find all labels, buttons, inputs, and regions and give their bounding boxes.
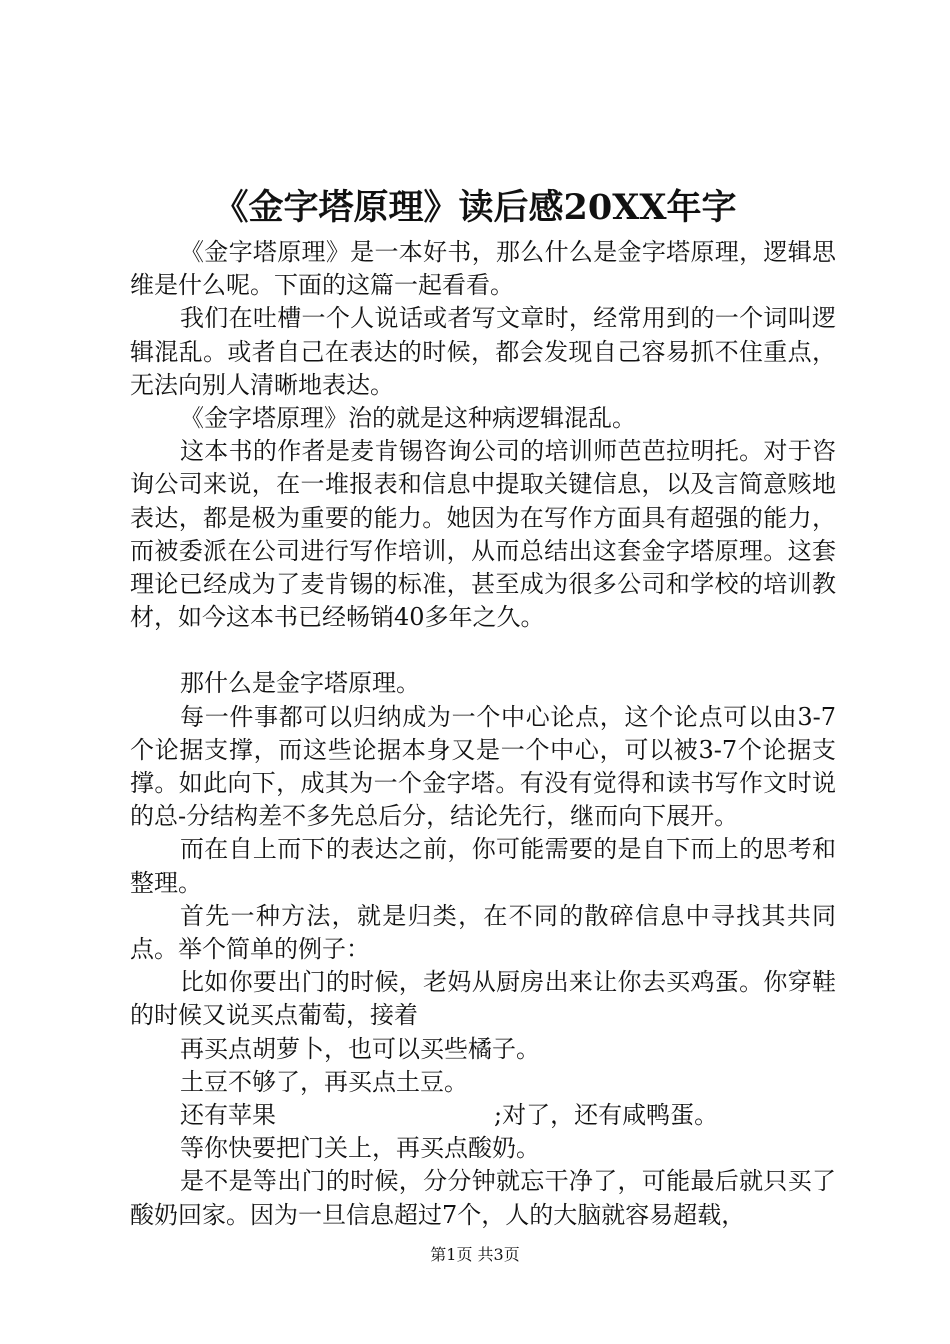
paragraph: 比如你要出门的时候，老妈从厨房出来让你去买鸡蛋。你穿鞋的时候又说买点葡萄，接着 [130, 968, 836, 1030]
page-footer: 第1页 共3页 [430, 1245, 520, 1264]
blank-line [130, 634, 836, 667]
apple-line-left: 还有苹果 [180, 1101, 276, 1130]
paragraph: 《金字塔原理》是一本好书，那么什么是金字塔原理，逻辑思维是什么呢。下面的这篇一起看看。 [130, 238, 836, 300]
paragraph: 那什么是金字塔原理。 [180, 669, 420, 698]
paragraph: 每一件事都可以归纳成为一个中心论点，这个论点可以由3-7个论据支撑，而这些论据本身又是一个中心，可以被3-7个论据支撑。如此向下，成其为一个金字塔。有没有觉得和读书写作文时说的总-分结构差不多先总后分，结论先行，继而向下展开。 [130, 702, 836, 831]
paragraph: 我们在吐槽一个人说话或者写文章时，经常用到的一个词叫逻辑混乱。或者自己在表达的时候，都会发现自己容易抓不住重点，无法向别人清晰地表达。 [130, 304, 836, 399]
paragraph-apple-line [130, 1099, 836, 1132]
paragraph: 这本书的作者是麦肯锡咨询公司的培训师芭芭拉明托。对于咨询公司来说，在一堆报表和信息中提取关键信息，以及言简意赅地表达，都是极为重要的能力。她因为在写作方面具有超强的能力，而被委派在公司进行写作培训，从而总结出这套金字塔原理。这套理论已经成为了麦肯锡的标准，甚至成为很多公司和学校的培训教材，如今这本书已经畅销40多年之久。 [130, 437, 836, 632]
paragraph: 是不是等出门的时候，分分钟就忘干净了，可能最后就只买了酸奶回家。因为一旦信息超过7个，人的大脑就容易超载， [130, 1167, 836, 1229]
paragraph: 首先一种方法，就是归类，在不同的散碎信息中寻找其共同点。举个简单的例子： [130, 901, 836, 964]
document-title: 《金字塔原理》读后感20XX年字 [213, 187, 737, 228]
paragraph: 《金字塔原理》治的就是这种病逻辑混乱。 [180, 404, 636, 433]
paragraph: 土豆不够了，再买点土豆。 [180, 1067, 468, 1096]
document-body [130, 236, 836, 1232]
apple-line-right: ;对了，还有咸鸭蛋。 [494, 1101, 719, 1130]
paragraph: 再买点胡萝卜，也可以买些橘子。 [180, 1034, 540, 1063]
paragraph: 等你快要把门关上，再买点酸奶。 [180, 1134, 540, 1163]
paragraph: 而在自上而下的表达之前，你可能需要的是自下而上的思考和整理。 [130, 835, 836, 897]
